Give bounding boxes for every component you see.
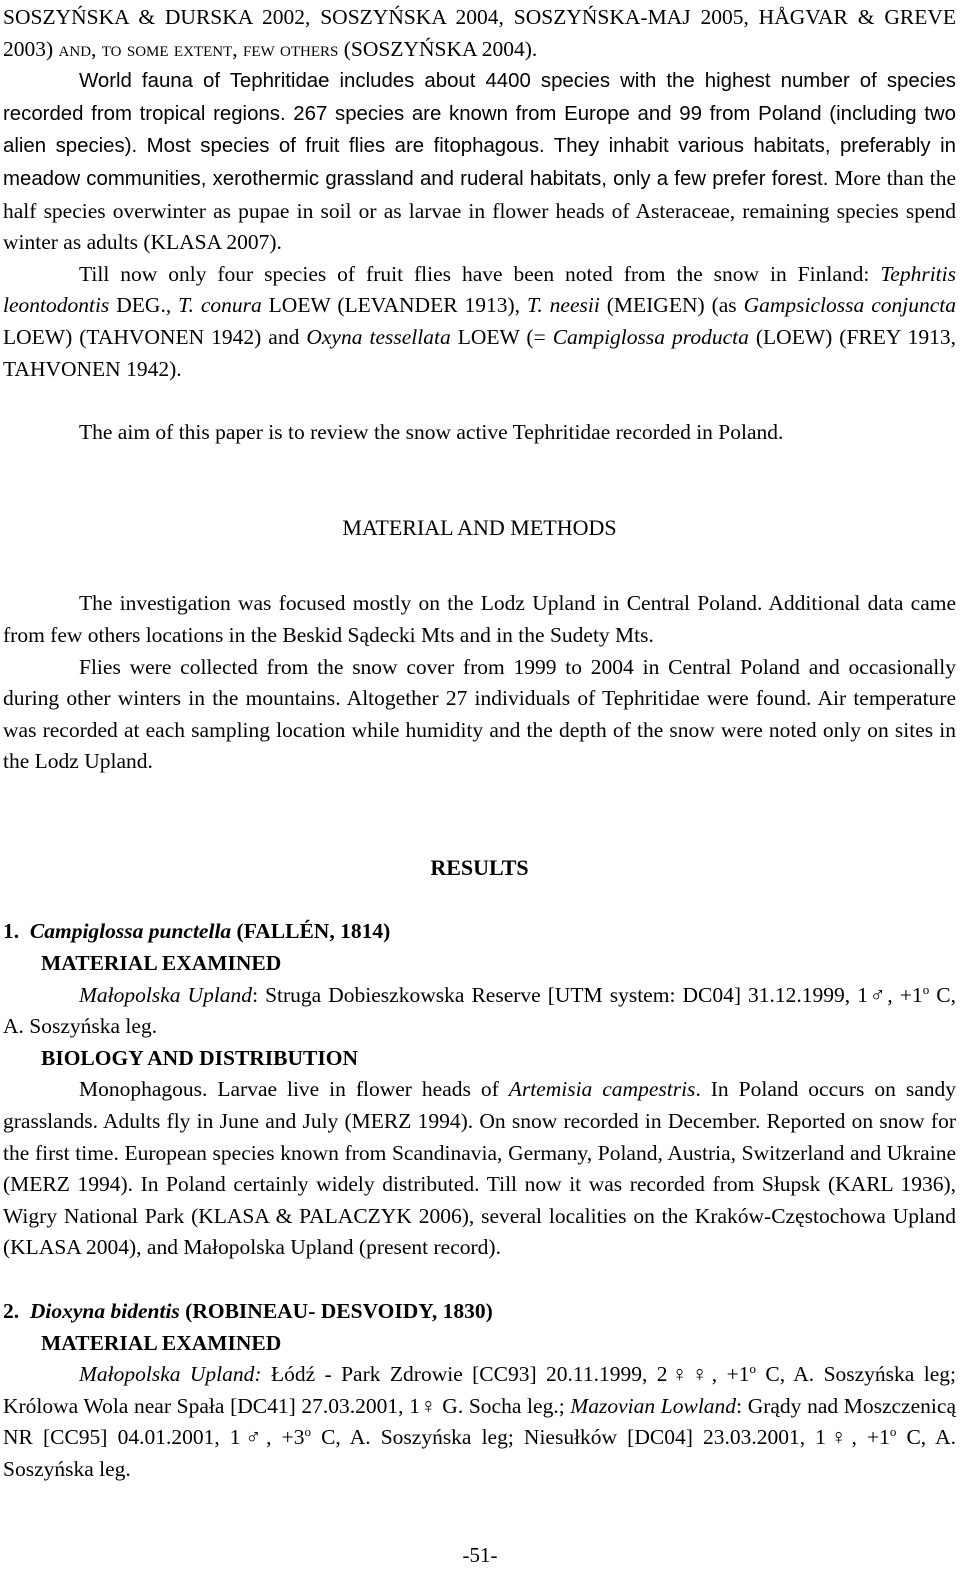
species-2-title: 2. Dioxyna bidentis (ROBINEAU- DESVOIDY, 1830) (3, 1299, 493, 1323)
species-1-material-label: MATERIAL EXAMINED (41, 951, 282, 976)
page-number: -51- (462, 1543, 498, 1567)
results-heading: RESULTS (430, 854, 529, 880)
methods-paragraph-area: The investigation was focused mostly on the Lodz Upland in Central Poland. Additional data came from few others locations in the Beskid Sądecki Mts and in the Sudety Mts. (3, 591, 956, 647)
species-1-title: 1. Campiglossa punctella (FALLÉN, 1814) (3, 919, 391, 944)
intro-paragraph-fauna: World fauna of Tephritidae includes about 4400 species with the highest number of species recorded from tropical regions. 267 species are known from Europe and 99 from Poland (including two alien species). Most species of fruit flies are fitophagous. They inhabit various habitats, preferably in meadow communities, xerothermic grassland and ruderal habitats, only a few prefer forest. More than the half species overwinter as pupae in soil or as larvae in flower heads of Asteraceae, remaining species spend winter as adults (KLASA 2007). (3, 70, 956, 255)
species-1-material: Małopolska Upland: Struga Dobieszkowska Reserve [UTM system: DC04] 31.12.1999, 1♂, $+1^o$ C, A. Soszyńska leg. (3, 981, 956, 1039)
intro-paragraph-continued: SOSZYŃSKA & DURSKA 2002, SOSZYŃSKA 2004, SOSZYŃSKA-MAJ 2005, HÅGVAR & GREVE 2003) and, to some extent, few others (SOSZYŃSKA 2004). (3, 5, 956, 61)
species-1-biology: Monophagous. Larvae live in flower heads of Artemisia campestris. In Poland occurs on sandy grasslands. Adults fly in June and July (MERZ 1994). On snow recorded in December. Reported on snow for the first time. European species known from Scandinavia, Germany, Poland, Austria, Switzerland and Ukraine (MERZ 1994). In Poland certainly widely distributed. Till now it was recorded from Słupsk (KARL 1936), Wigry National Park (KLASA & PALACZYK 2006), several localities on the Kraków-Częstochowa Upland (KLASA 2004), and Małopolska Upland (present record). (3, 1077, 956, 1260)
document-page (3, 2, 956, 1486)
species-1-biology-label: BIOLOGY AND DISTRIBUTION (41, 1045, 358, 1070)
species-2-material-label: MATERIAL EXAMINED (41, 1330, 282, 1355)
methods-paragraph-collection: Flies were collected from the snow cover from 1999 to 2004 in Central Poland and occasionally during other winters in the mountains. Altogether 27 individuals of Tephritidae were found. Air temperature was recorded at each sampling location while humidity and the depth of the snow were noted only on sites in the Lodz Upland. (3, 654, 956, 774)
intro-paragraph-snow-records: Till now only four species of fruit flies have been noted from the snow in Finland: Tephritis leontodontis DEG., T. conura LOEW (LEVANDER 1913), T. neesii (MEIGEN) (as Gampsiclossa conjuncta LOEW) (TAHVONEN 1942) and Oxyna tessellata LOEW (= Campiglossa producta (LOEW) (FREY 1913, TAHVONEN 1942). (3, 261, 957, 381)
aim-paragraph: The aim of this paper is to review the snow active Tephritidae recorded in Poland. (79, 420, 784, 445)
species-2-material: Małopolska Upland: Łódź - Park Zdrowie [CC93] 20.11.1999, 2♀♀, $+1^o$ C, A. Soszyńska leg; Królowa Wola near Spała [DC41] 27.03.2001, 1♀ G. Socha leg.; Mazovian Lowland: Grądy nad Moszczenicą NR [CC95] 04.01.2001, 1♂, $+3^o$ C, A. Soszyńska leg; Niesułków [DC04] 23.03.2001, 1♀, $+1^o$ C, A. Soszyńska leg. (3, 1361, 956, 1481)
methods-heading: MATERIAL AND METHODS (342, 514, 617, 540)
